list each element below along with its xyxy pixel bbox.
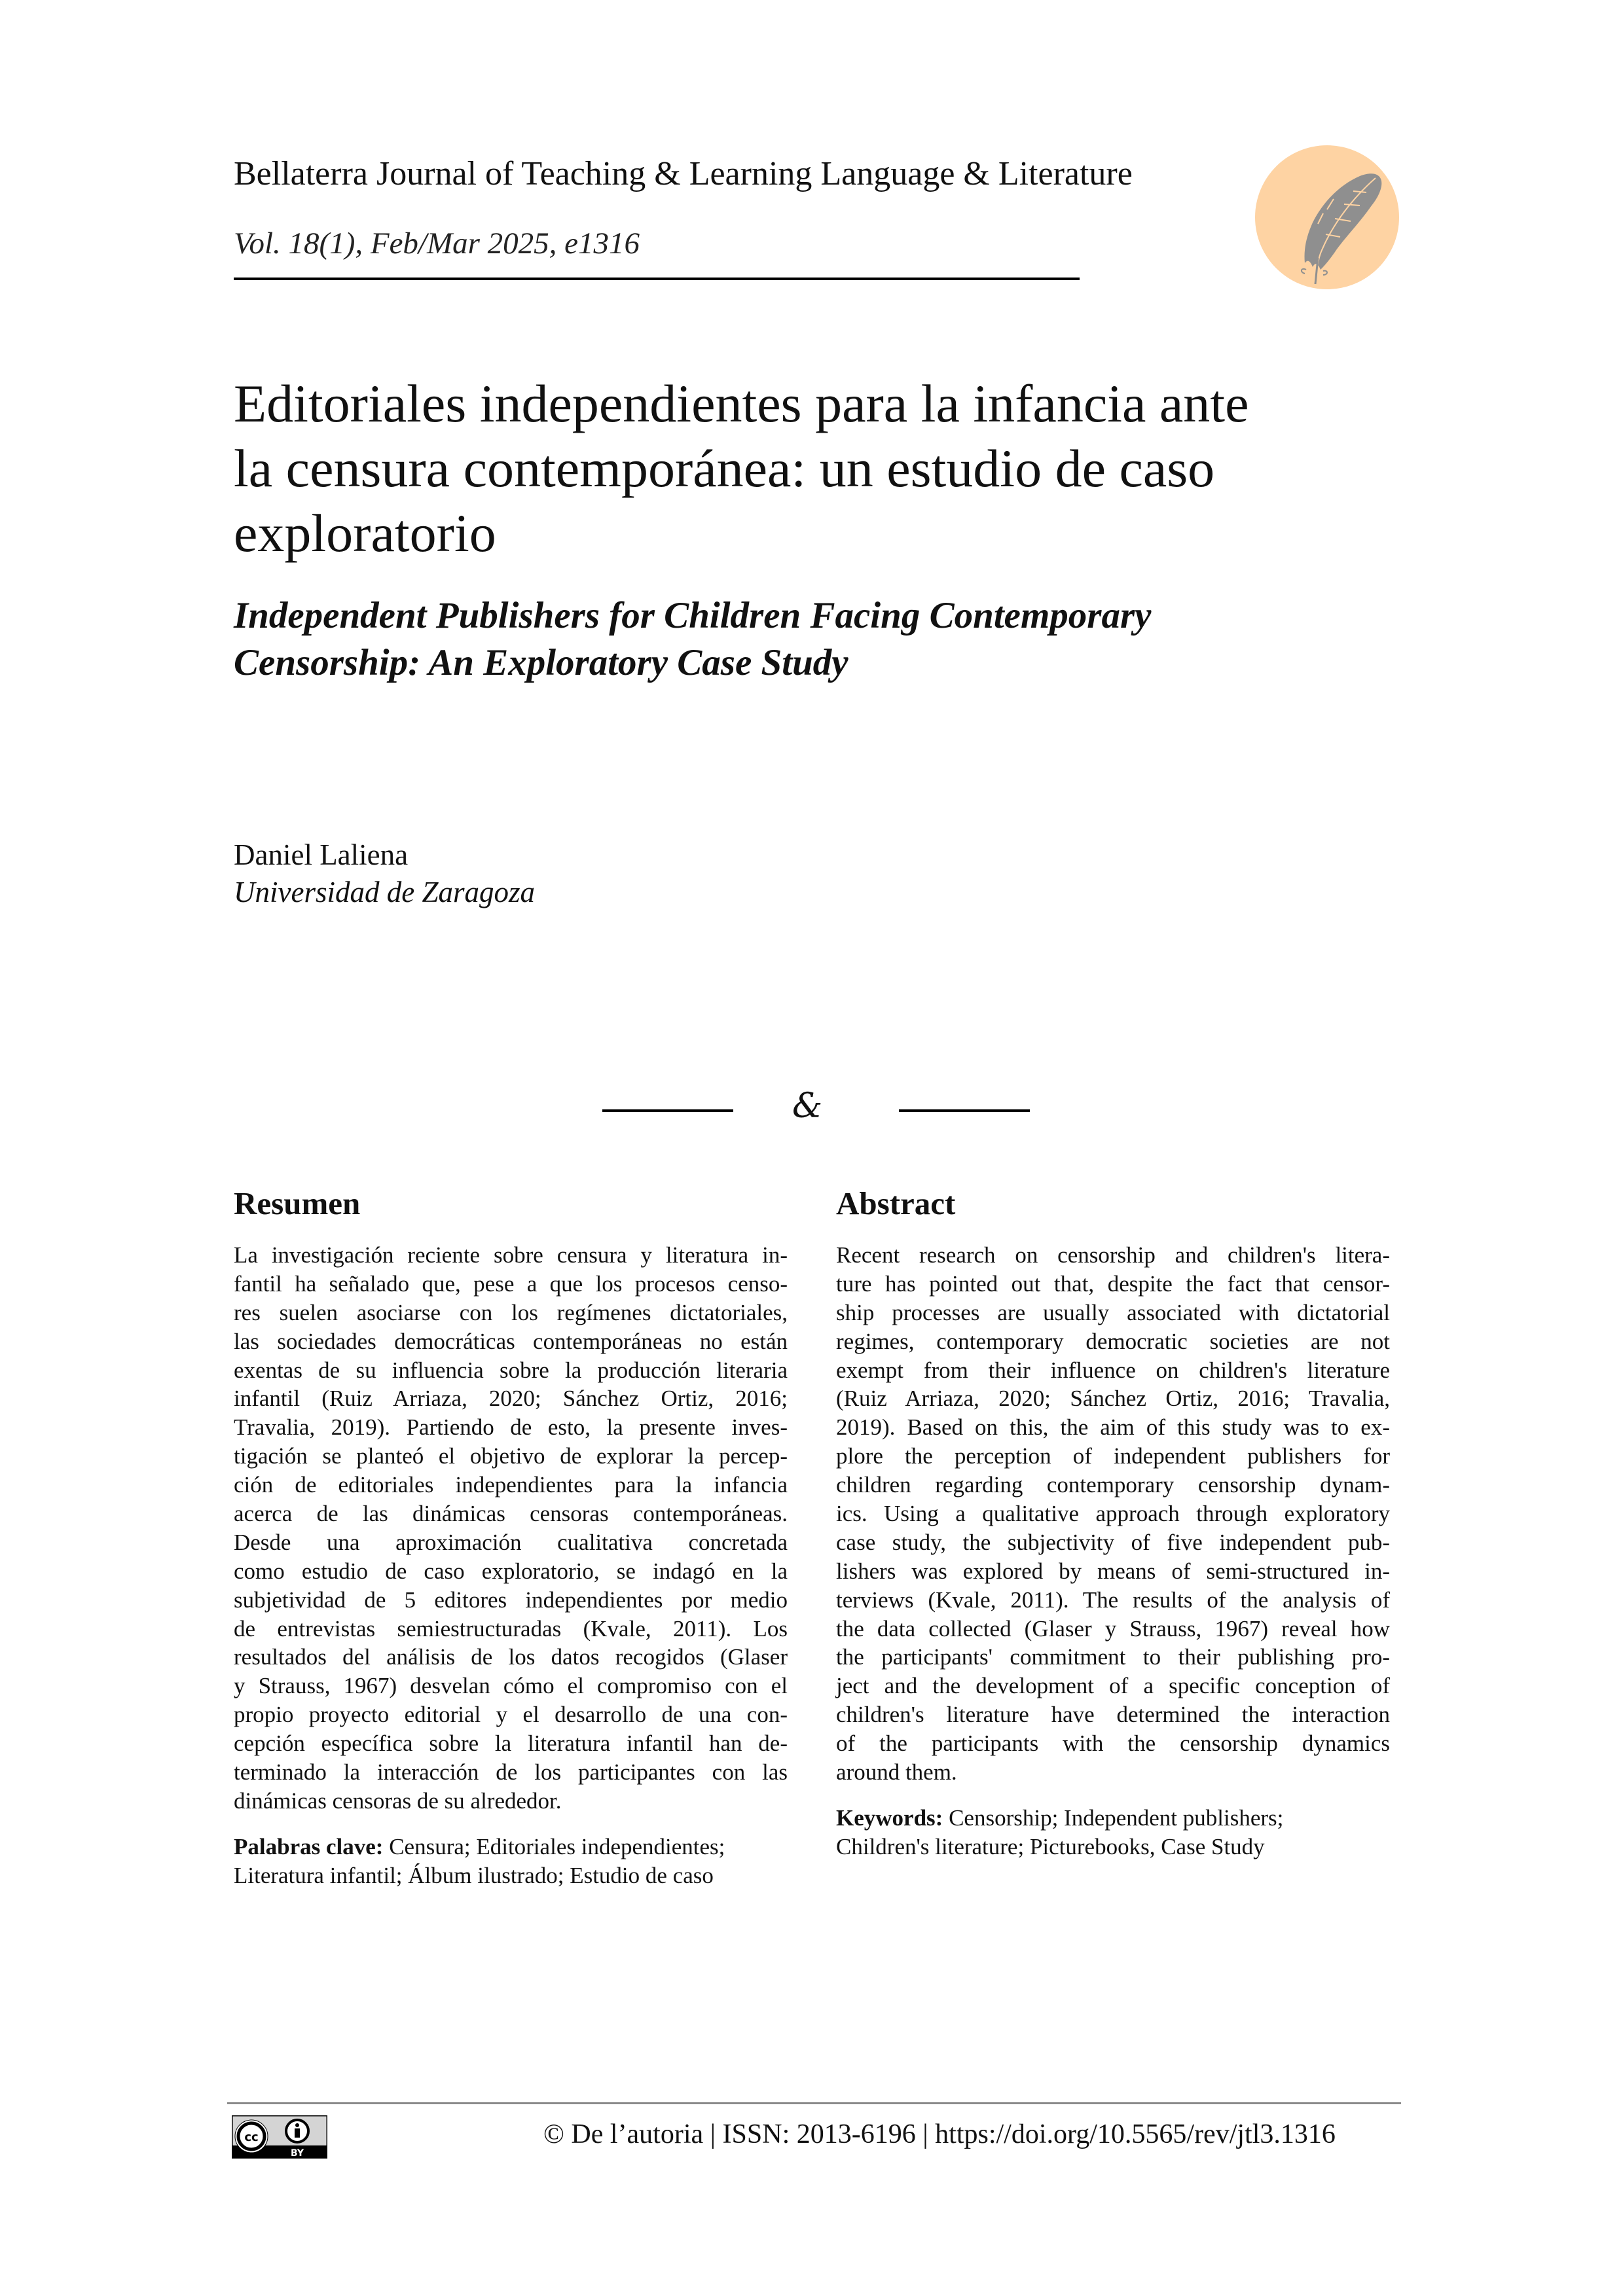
abstract-line: of the participants with the censorship dynamics	[836, 1731, 1390, 1757]
resumen-line: tigación se planteó el objetivo de explorar la percep-	[234, 1443, 788, 1469]
abstract-line: the participants' commitment to their publishing pro-	[836, 1644, 1390, 1670]
resumen-line: propio proyecto editorial y el desarrollo de una con-	[234, 1702, 788, 1728]
keywords-text: Censorship; Independent publishers;	[943, 1805, 1284, 1831]
resumen-line: dinámicas censoras de su alrededor.	[234, 1787, 562, 1814]
resumen-line: La investigación reciente sobre censura y literatura in-	[234, 1242, 788, 1268]
license-badge[interactable]	[232, 2115, 327, 2159]
title-line: Editoriales independientes para la infancia ante	[234, 374, 1249, 433]
ornament-rule-right	[899, 1109, 1030, 1112]
journal-logo	[1255, 145, 1399, 289]
resumen-line: exentas de su influencia sobre la producción literaria	[234, 1357, 788, 1383]
cc-by-icon	[232, 2115, 327, 2159]
resumen-line: cepción específica sobre la literatura infantil han de-	[234, 1731, 788, 1757]
resumen-line: de entrevistas semiestructuradas (Kvale, 2011). Los	[234, 1615, 788, 1641]
resumen-line: fantil ha señalado que, pese a que los procesos censo-	[234, 1270, 788, 1297]
subtitle-line: Censorship: An Exploratory Case Study	[234, 642, 848, 683]
resumen-line: infantil (Ruiz Arriaza, 2020; Sánchez Ortiz, 2016;	[234, 1386, 788, 1412]
abstract-line: ics. Using a qualitative approach through exploratory	[836, 1501, 1390, 1527]
abstract-line: (Ruiz Arriaza, 2020; Sánchez Ortiz, 2016; Travalia,	[836, 1386, 1390, 1412]
title-line: la censura contemporánea: un estudio de caso	[234, 439, 1215, 498]
resumen-heading: Resumen	[234, 1185, 361, 1221]
article-title	[234, 371, 1412, 565]
abstract-line: lishers was explored by means of semi-structured in-	[836, 1558, 1390, 1584]
keywords-label: Keywords:	[836, 1805, 943, 1831]
footer-divider	[227, 2102, 1401, 2104]
abstract-line: ject and the development of a specific conception of	[836, 1673, 1390, 1699]
resumen-line: subjetividad de 5 editores independientes por medio	[234, 1587, 788, 1613]
resumen-line: resultados del análisis de los datos recogidos (Glaser	[234, 1644, 788, 1670]
journal-title: Bellaterra Journal of Teaching & Learning Language & Literature	[234, 155, 1133, 192]
abstract-line: case study, the subjectivity of five independent pub-	[836, 1529, 1390, 1555]
abstract-keywords	[836, 1804, 1390, 1861]
resumen-line: acerca de las dinámicas censoras contemporáneas.	[234, 1501, 788, 1527]
abstract-line: terviews (Kvale, 2011). The results of the analysis of	[836, 1587, 1390, 1613]
abstract-line: Recent research on censorship and children's litera-	[836, 1242, 1390, 1268]
resumen-body	[234, 1241, 788, 1816]
subtitle-line: Independent Publishers for Children Facing Contemporary	[234, 595, 1152, 636]
ornament-rule-left	[602, 1109, 733, 1112]
feather-quill-icon	[1255, 145, 1399, 289]
abstract-line: the data collected (Glaser y Strauss, 1967) reveal how	[836, 1615, 1390, 1641]
abstract-line: children regarding contemporary censorship dynam-	[836, 1472, 1390, 1498]
author-affiliation: Universidad de Zaragoza	[234, 876, 535, 908]
abstract-line: plore the perception of independent publishers for	[836, 1443, 1390, 1469]
keywords-label: Palabras clave:	[234, 1834, 384, 1859]
resumen-line: y Strauss, 1967) desvelan cómo el compromiso con el	[234, 1673, 788, 1699]
resumen-line: ción de editoriales independientes para la infancia	[234, 1472, 788, 1498]
resumen-line: res suelen asociarse con los regímenes dictatoriales,	[234, 1299, 788, 1325]
keywords-text: Censura; Editoriales independientes;	[383, 1834, 725, 1859]
resumen-line: las sociedades democráticas contemporáneas no están	[234, 1328, 788, 1354]
abstract-line: ship processes are usually associated with dictatorial	[836, 1299, 1390, 1325]
resumen-keywords	[234, 1833, 788, 1890]
abstract-line: 2019). Based on this, the aim of this study was to ex-	[836, 1414, 1390, 1441]
volume-info: Vol. 18(1), Feb/Mar 2025, e1316	[234, 226, 640, 260]
author-name: Daniel Laliena	[234, 838, 409, 871]
footer-copyright-issn-doi: © De l’autoria | ISSN: 2013-6196 | https://doi.org/10.5565/rev/jtl3.1316	[543, 2119, 1336, 2149]
abstract-line: regimes, contemporary democratic societies are not	[836, 1328, 1390, 1354]
abstract-heading: Abstract	[836, 1185, 956, 1221]
resumen-line: Travalia, 2019). Partiendo de esto, la presente inves-	[234, 1414, 788, 1441]
svg-text:cc: cc	[244, 2130, 259, 2144]
svg-text:BY: BY	[290, 2148, 304, 2159]
title-line: exploratorio	[234, 503, 496, 563]
resumen-line: terminado la interacción de los participantes con las	[234, 1759, 788, 1785]
resumen-line: como estudio de caso exploratorio, se indagó en la	[234, 1558, 788, 1584]
abstract-line: children's literature have determined the interaction	[836, 1702, 1390, 1728]
ampersand-ornament-icon: &	[792, 1086, 823, 1126]
abstract-line: around them.	[836, 1759, 957, 1785]
header-divider	[234, 278, 1080, 280]
abstract-body	[836, 1241, 1390, 1787]
abstract-line: exempt from their influence on children's literature	[836, 1357, 1390, 1383]
article-subtitle	[234, 592, 1412, 687]
keywords-text: Children's literature; Picturebooks, Case Study	[836, 1833, 1265, 1859]
resumen-line: Desde una aproximación cualitativa concretada	[234, 1529, 788, 1555]
keywords-text: Literatura infantil; Álbum ilustrado; Estudio de caso	[234, 1862, 714, 1888]
abstract-line: ture has pointed out that, despite the fact that censor-	[836, 1270, 1390, 1297]
